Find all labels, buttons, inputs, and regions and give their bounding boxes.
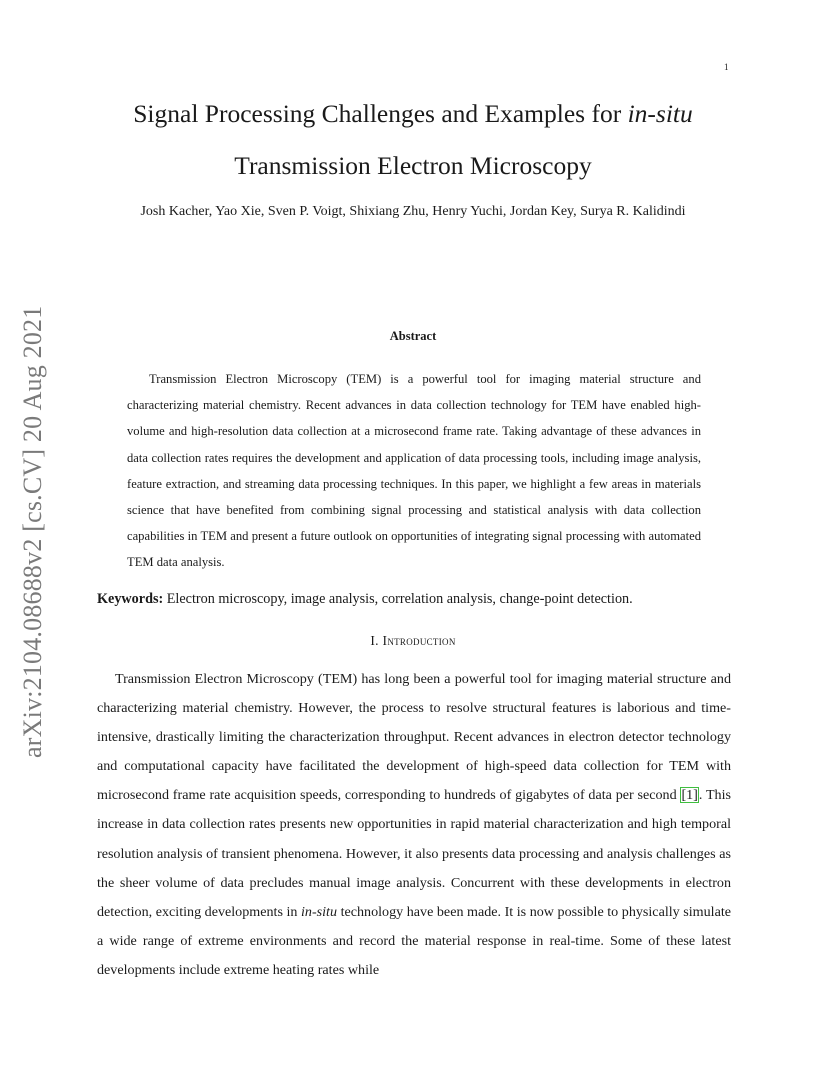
- arxiv-identifier-stamp: arXiv:2104.08688v2 [cs.CV] 20 Aug 2021: [18, 305, 47, 758]
- author-list: Josh Kacher, Yao Xie, Sven P. Voigt, Shixiang Zhu, Henry Yuchi, Jordan Key, Surya R. Kalidindi: [140, 204, 686, 219]
- section-title: Introduction: [382, 633, 456, 648]
- paper-title: [96, 88, 730, 192]
- section-number: I.: [370, 633, 383, 648]
- citation-link[interactable]: [1]: [681, 787, 698, 804]
- keywords-label: Keywords:: [97, 591, 164, 607]
- intro-italic-term: in-situ: [301, 903, 338, 920]
- intro-text-2: . This increase in data collection rates presents new opportunities in rapid material characterization and high temporal resolution analysis of transient phenomena. However, it also presents data processing and analysis challenges as the sheer volume of data precludes manual image analysis. Concurrent with these developments in electron detection, exciting developments in: [97, 787, 731, 920]
- title-italic: in-situ: [627, 99, 693, 128]
- title-part-1: Signal Processing Challenges and Examples for: [133, 99, 628, 128]
- introduction-paragraph: [97, 665, 731, 985]
- page-number: 1: [724, 62, 729, 72]
- intro-text-1: Transmission Electron Microscopy (TEM) has long been a powerful tool for imaging material structure and characterizing material chemistry. However, the process to resolve structural features is laborious and time-intensive, drastically limiting the characterization throughput. Recent advances in electron detector technology and computational capacity have facilitated the development of high-speed data collection for TEM with microsecond frame rate acquisition speeds, corresponding to hundreds of gigabytes of data per second: [97, 671, 731, 804]
- title-part-2: Transmission Electron Microscopy: [234, 151, 592, 180]
- abstract-heading: Abstract: [389, 329, 437, 343]
- abstract-text: Transmission Electron Microscopy (TEM) is a powerful tool for imaging material structure and characterizing material chemistry. Recent advances in data collection technology for TEM have enabled high-volume and high-resolution data collection at a microsecond frame rate. Taking advantage of these advances in data collection rates requires the development and application of data processing tools, including image analysis, feature extraction, and streaming data processing techniques. In this paper, we highlight a few areas in materials science that have benefited from combining signal processing and statistical analysis with data collection capabilities in TEM and present a future outlook on opportunities of integrating signal processing with automated TEM data analysis.: [127, 372, 701, 570]
- keywords-text: Electron microscopy, image analysis, correlation analysis, change-point detection.: [163, 591, 633, 607]
- intro-text-3: technology have been made. It is now possible to physically simulate a wide range of extreme environments and record the material response in real-time. Some of these latest developments include extreme heating rates while: [97, 903, 731, 978]
- keywords-line: [97, 588, 731, 610]
- section-heading: [96, 633, 730, 649]
